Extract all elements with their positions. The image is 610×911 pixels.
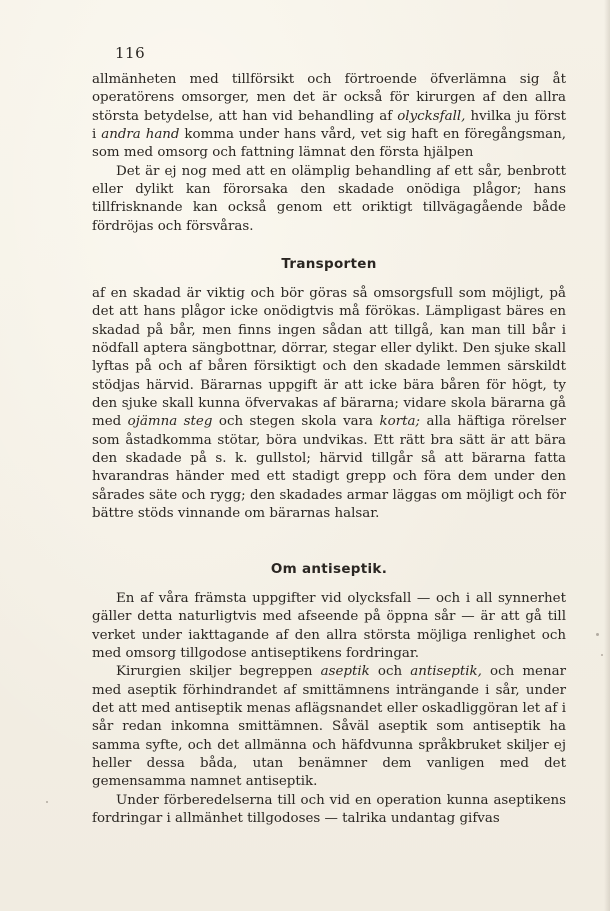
section-heading-transport: Transporten [281, 256, 377, 272]
italic-term: olycksfall, [397, 108, 466, 124]
paragraph: Det är ej nog med att en olämplig behandling af ett sår, benbrott eller dylikt kan förorsaka den skadade onödiga plågor; hans tillfrisknande kan också genom ett oriktigt tillvägagående både fördröjas och försvåras. [92, 163, 566, 234]
antiseptics-text [92, 590, 566, 828]
paragraph: En af våra främsta uppgifter vid olycksfall — och i all synnerhet gäller detta naturligtvis med afseende på öppna sår — är att gå till verket under iakttagande af den allra största möjliga renlighet och med omsorg tillgodose antiseptikens fordringar. [92, 591, 566, 662]
page-edge-shadow [604, 0, 610, 911]
italic-term: aseptik [320, 664, 370, 680]
intro-text [92, 71, 566, 236]
paragraph: af en skadad är viktig och bör göras så omsorgsfull som möjligt, på det att hans plågor icke onödigtvis må förökas. Lämpligast bäres en skadad på bår, men finns ingen sådan att tillgå, kan man till bår i nödfall aptera sängbottnar, dörrar, stegar eller dylikt. Den sjuke skall lyftas på och af båren försiktigt och den skadade lemmen särskildt stödjas härvid. Bärarnas uppgift är att icke bära båren för högt, ty den sjuke skall kunna öfvervakas af bärarna; vidare skola bärarna gå med ojämna steg och stegen skola vara korta; alla häftiga rörelser som åstadkomma stötar, böra undvikas. Ett rätt bra sätt är att bära den skadade på s. k. gullstol; härvid tillgår så att bärarna fatta hvarandras händer med ett stadigt grepp och föra dem under den sårades säte och rygg; den skadades armar läggas om möjligt och för bättre stöds vinnande om bärarnas halsar. [92, 286, 566, 522]
section-heading-antiseptics: Om antiseptik. [270, 561, 388, 577]
paragraph: Under förberedelserna till och vid en operation kunna aseptikens fordringar i allmänhet tillgodoses — talrika undantag gifvas [92, 792, 566, 827]
italic-term: andra hand [101, 127, 180, 143]
paragraph: Kirurgien skiljer begreppen aseptik och antiseptik, och menar med aseptik förhindrandet af smittämnens inträngande i sår, under det att med antiseptik menas aflägsnandet eller oskadliggöran let af i sår redan inkomna smittämnen. Såväl aseptik som antiseptik ha samma syfte, och det allmänna och häfdvunna språkbruket skiljer ej heller dessa båda, utan benämner dem vanligen med det gemensamma namnet antiseptik. [92, 664, 566, 790]
italic-term: ojämna steg [127, 414, 213, 430]
italic-term: korta; [379, 414, 420, 430]
transport-text [92, 285, 566, 523]
page-number: 116 [115, 44, 146, 62]
paragraph: allmänheten med tillförsikt och förtroende öfverlämna sig åt operatörens omsorger, men det är också för kirurgen af den allra största betydelse, att han vid behandling af olycksfall, hvilka ju först i andra hand komma under hans vård, vet sig haft en föregångsman, som med omsorg och fattning lämnat den första hjälpen [92, 72, 567, 161]
italic-term: antiseptik, [410, 664, 482, 680]
